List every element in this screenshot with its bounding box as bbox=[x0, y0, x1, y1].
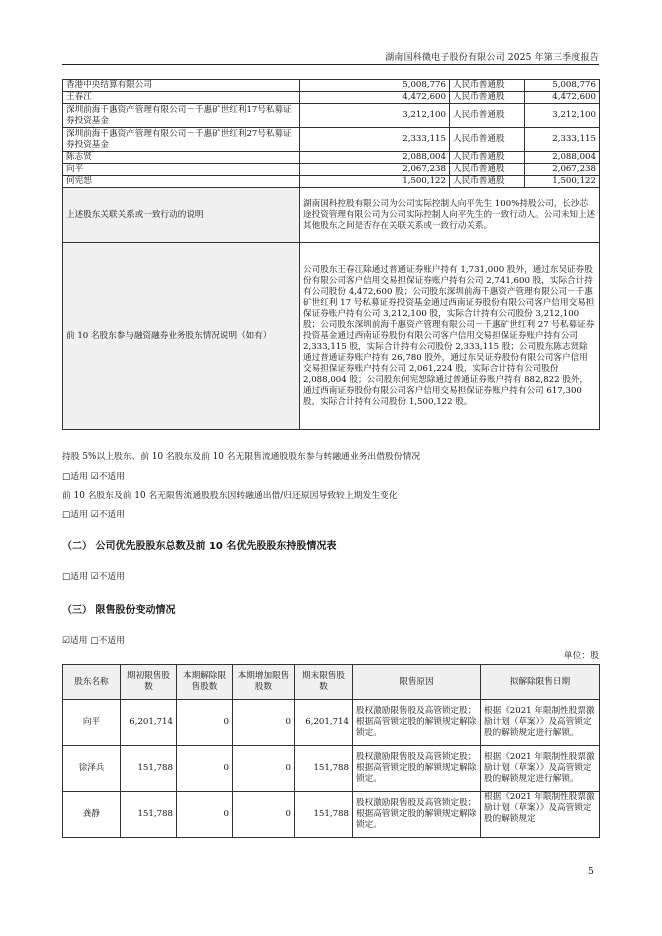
table-row bbox=[63, 700, 600, 746]
restricted-shares-table bbox=[62, 664, 600, 838]
added-restricted: 0 bbox=[233, 700, 295, 746]
table-row bbox=[63, 128, 600, 152]
table-row bbox=[63, 92, 600, 104]
table-row bbox=[63, 188, 600, 243]
share-type: 人民币普通股 bbox=[450, 164, 525, 176]
share-type: 人民币普通股 bbox=[450, 92, 525, 104]
share-type-count: 4,472,600 bbox=[525, 92, 600, 104]
share-count: 2,333,115 bbox=[300, 128, 450, 152]
table-row bbox=[63, 164, 600, 176]
release-date: 根据《2021 年限制性股票激励计划（草案）》及高管锁定股的解锁规定 bbox=[481, 792, 600, 838]
header-rule bbox=[62, 64, 599, 65]
shareholder-table bbox=[62, 79, 600, 430]
begin-restricted: 6,201,714 bbox=[121, 700, 177, 746]
preferred-shares-heading: （二） 公司优先股股东总数及前 10 名优先股股东持股情况表 bbox=[62, 541, 337, 552]
released-restricted: 0 bbox=[177, 746, 233, 792]
table-row bbox=[63, 152, 600, 164]
table-row bbox=[63, 176, 600, 188]
shareholder-name: 深圳前海千惠资产管理有限公司－千惠矿世红利27号私募证券投资基金 bbox=[63, 128, 300, 152]
column-header: 本期解除限售股数 bbox=[177, 665, 233, 700]
relation-label: 上述股东关联关系或一致行动的说明 bbox=[63, 188, 300, 243]
table-row bbox=[63, 104, 600, 128]
column-header: 拟解除限售日期 bbox=[481, 665, 600, 700]
share-type: 人民币普通股 bbox=[450, 80, 525, 92]
relation-text: 湖南国科控股有限公司为公司实际控制人向平先生 100%持股公司，长沙芯途投资管理有限公司为公司实际控制人向平先生的一致行动人。公司未知上述其他股东之间是否存在关联关系或一致行动关系。 bbox=[300, 188, 600, 243]
share-count: 5,008,776 bbox=[300, 80, 450, 92]
share-type: 人民币普通股 bbox=[450, 104, 525, 128]
holder-name: 龚静 bbox=[63, 792, 121, 838]
lending-paragraph: 持股 5%以上股东、前 10 名股东及前 10 名无限售流通股股东参与转融通业务出借股份情况 bbox=[62, 452, 421, 462]
share-type: 人民币普通股 bbox=[450, 128, 525, 152]
restriction-reason: 股权激励限售股及高管锁定股；根据高管锁定股的解锁规定解除锁定。 bbox=[353, 792, 481, 838]
table-row bbox=[63, 792, 600, 838]
share-type-count: 5,008,776 bbox=[525, 80, 600, 92]
lending-change-checkbox: □适用 ☑不适用 bbox=[62, 510, 125, 520]
share-type-count: 2,088,004 bbox=[525, 152, 600, 164]
restricted-shares-checkbox: ☑适用 □不适用 bbox=[62, 636, 125, 646]
share-type-count: 2,067,238 bbox=[525, 164, 600, 176]
column-header: 限售原因 bbox=[353, 665, 481, 700]
table-row bbox=[63, 243, 600, 430]
restriction-reason: 股权激励限售股及高管锁定股；根据高管锁定股的解锁规定解除锁定。 bbox=[353, 700, 481, 746]
table-row bbox=[63, 80, 600, 92]
end-restricted: 151,788 bbox=[295, 792, 353, 838]
lending-checkbox: □适用 ☑不适用 bbox=[62, 472, 125, 482]
table-header-row bbox=[63, 665, 600, 700]
preferred-shares-checkbox: □适用 ☑不适用 bbox=[62, 572, 125, 582]
share-count: 2,067,238 bbox=[300, 164, 450, 176]
lending-change-paragraph: 前 10 名股东及前 10 名无限售流通股股东因转融通出借/归还原因导致较上期发生变化 bbox=[62, 491, 398, 501]
share-type-count: 1,500,122 bbox=[525, 176, 600, 188]
share-count: 4,472,600 bbox=[300, 92, 450, 104]
unit-label: 单位：股 bbox=[563, 651, 599, 661]
shareholder-name: 陈志贤 bbox=[63, 152, 300, 164]
shareholder-name: 深圳前海千惠资产管理有限公司－千惠矿世红利17号私募证券投资基金 bbox=[63, 104, 300, 128]
column-header: 期末限售股数 bbox=[295, 665, 353, 700]
added-restricted: 0 bbox=[233, 746, 295, 792]
end-restricted: 151,788 bbox=[295, 746, 353, 792]
share-type-count: 3,212,100 bbox=[525, 104, 600, 128]
released-restricted: 0 bbox=[177, 792, 233, 838]
share-count: 2,088,004 bbox=[300, 152, 450, 164]
column-header: 期初限售股数 bbox=[121, 665, 177, 700]
shareholder-name: 王春江 bbox=[63, 92, 300, 104]
share-count: 1,500,122 bbox=[300, 176, 450, 188]
table-row bbox=[63, 746, 600, 792]
holder-name: 徐泽兵 bbox=[63, 746, 121, 792]
column-header: 股东名称 bbox=[63, 665, 121, 700]
end-restricted: 6,201,714 bbox=[295, 700, 353, 746]
released-restricted: 0 bbox=[177, 700, 233, 746]
report-header: 湖南国科微电子股份有限公司 2025 年第三季度报告 bbox=[385, 53, 599, 63]
shareholder-name: 向平 bbox=[63, 164, 300, 176]
shareholder-name: 香港中央结算有限公司 bbox=[63, 80, 300, 92]
page-number: 5 bbox=[588, 867, 594, 877]
margin-trading-text: 公司股东王春江除通过普通证券账户持有 1,731,000 股外，通过东吴证券股份有限公司客户信用交易担保证券账户持有公司 2,741,600 股，实际合计持有公司股份 4,472,600 股；公司股东深圳前海千惠资产管理有限公司－千惠矿世红利 17 号私募证券投资基金通过西南证券股份有限公司客户信用交易担保证券账户持有公司 3,212,100 股，实际合计持有公司股份 3,212,100 股；公司股东深圳前海千惠资产管理有限公司－千惠矿世红利 27 号私募证券投资基金通过西南证券股份有限公司客户信用交易担保证券账户持有公司 2,333,115 股，实际合计持有公司股份 2,333,115 股；公司股东陈志贤除通过普通证券账户持有 26,780 股外，通过东吴证券股份有限公司客户信用交易担保证券账户持有公司 2,061,224 股，实际合计持有公司股份 2,088,004 股；公司股东何宪恕除通过普通证券账户持有 882,822 股外，通过西南证券股份有限公司客户信用交易担保证券账户持有公司 617,300 股，实际合计持有公司股份 1,500,122 股。 bbox=[300, 243, 600, 430]
margin-trading-label: 前 10 名股东参与融资融券业务股东情况说明（如有） bbox=[63, 243, 300, 430]
restriction-reason: 股权激励限售股及高管锁定股；根据高管锁定股的解锁规定解除锁定。 bbox=[353, 746, 481, 792]
column-header: 本期增加限售股数 bbox=[233, 665, 295, 700]
share-count: 3,212,100 bbox=[300, 104, 450, 128]
holder-name: 向平 bbox=[63, 700, 121, 746]
begin-restricted: 151,788 bbox=[121, 792, 177, 838]
restricted-shares-heading: （三） 限售股份变动情况 bbox=[62, 605, 176, 616]
release-date: 根据《2021 年限制性股票激励计划（草案）》及高管锁定股的解锁规定进行解锁。 bbox=[481, 700, 600, 746]
share-type: 人民币普通股 bbox=[450, 152, 525, 164]
added-restricted: 0 bbox=[233, 792, 295, 838]
begin-restricted: 151,788 bbox=[121, 746, 177, 792]
release-date: 根据《2021 年限制性股票激励计划（草案）》及高管锁定股的解锁规定进行解锁。 bbox=[481, 746, 600, 792]
share-type-count: 2,333,115 bbox=[525, 128, 600, 152]
share-type: 人民币普通股 bbox=[450, 176, 525, 188]
shareholder-name: 何宪恕 bbox=[63, 176, 300, 188]
